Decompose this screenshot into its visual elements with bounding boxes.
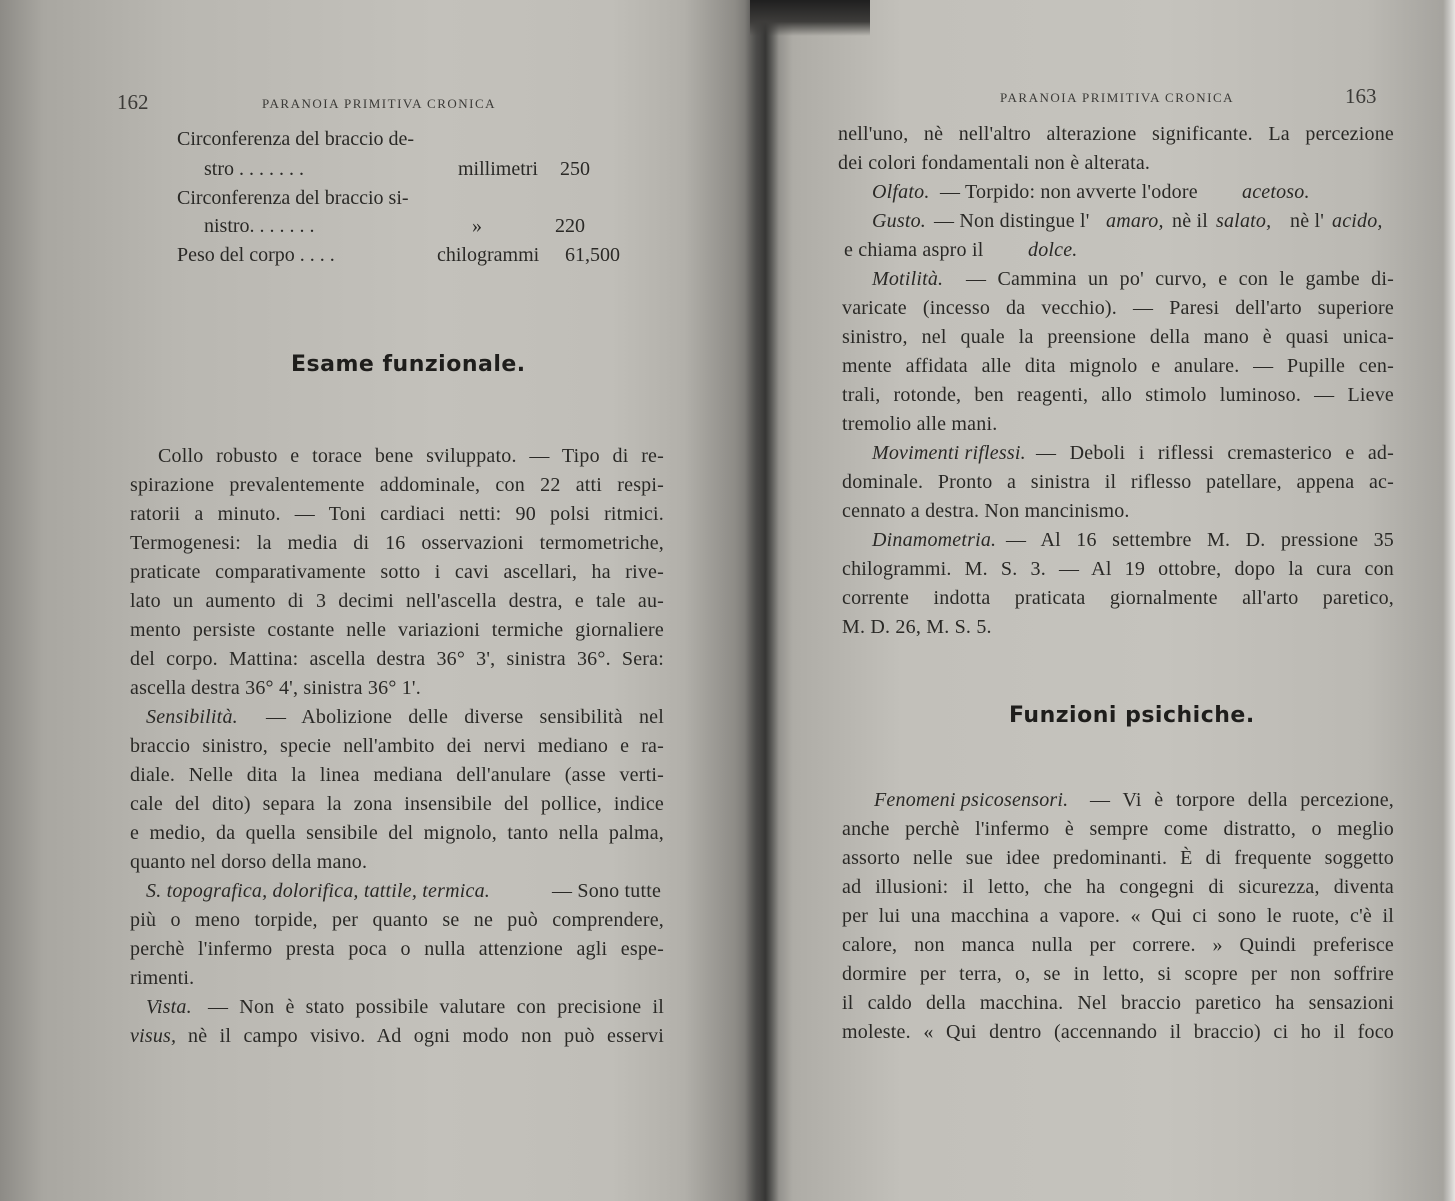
text-line: cale del dito) separa la zona insensibile del pollice, indice — [130, 793, 664, 815]
text-line: dominale. Pronto a sinistra il riflesso patellare, appena ac- — [842, 471, 1394, 493]
text-line: il caldo della macchina. Nel braccio paretico ha sensazioni — [842, 992, 1394, 1014]
text-line: braccio sinistro, specie nell'ambito dei nervi mediano e ra- — [130, 735, 664, 757]
text-line: perchè l'infermo presta poca o nulla attenzione agli espe- — [130, 938, 664, 960]
text-line: rimenti. — [130, 967, 195, 989]
measurement-value: 61,500 — [565, 244, 620, 266]
measurement-label: Circonferenza del braccio si- — [177, 187, 409, 209]
text-line: — Non è stato possibile valutare con precisione il — [208, 996, 664, 1018]
text-line: e chiama aspro il — [844, 239, 984, 261]
paragraph-lead: Olfato. — [872, 181, 930, 203]
text-line: M. D. 26, M. S. 5. — [842, 616, 992, 638]
paragraph-lead: Dinamometria. — [872, 529, 997, 551]
text-line: nell'uno, nè nell'altro alterazione significante. La percezione — [838, 123, 1394, 145]
italic-term: amaro, — [1106, 210, 1164, 232]
text-line: tremolio alle mani. — [842, 413, 998, 435]
measurement-label: nistro. . . . . . . — [204, 215, 315, 237]
italic-term: visus, — [130, 1025, 177, 1047]
italic-term: acetoso. — [1242, 181, 1310, 203]
page-number: 163 — [1345, 84, 1377, 108]
section-heading: Funzioni psichiche. — [1009, 703, 1255, 728]
text-line: cennato a destra. Non mancinismo. — [842, 500, 1130, 522]
text-line: corrente indotta praticata giornalmente all'arto paretico, — [842, 587, 1394, 609]
text-line: calore, non manca nulla per correre. » Quindi preferisce — [842, 934, 1394, 956]
paragraph-lead: Gusto. — [872, 210, 926, 232]
text-line: per lui una macchina a vapore. « Qui ci sono le ruote, c'è il — [842, 905, 1394, 927]
text-line: — Cammina un po' curvo, e con le gambe di- — [966, 268, 1394, 290]
text-line: anche perchè l'infermo è sempre come distratto, o meglio — [842, 818, 1394, 840]
measurement-value: 250 — [560, 158, 590, 180]
text-line: lato un aumento di 3 decimi nell'ascella destra, e tale au- — [130, 590, 664, 612]
text-line: — Al 16 settembre M. D. pressione 35 — [1006, 529, 1394, 551]
text-line: — Vi è torpore della percezione, — [1090, 789, 1394, 811]
text-line: ad illusioni: il letto, che ha congegni di sicurezza, diventa — [842, 876, 1394, 898]
text-line: ascella destra 36° 4', sinistra 36° 1'. — [130, 677, 421, 699]
text-line: del corpo. Mattina: ascella destra 36° 3', sinistra 36°. Sera: — [130, 648, 664, 670]
measurement-label: Circonferenza del braccio de- — [177, 128, 415, 150]
text-line: nè il campo visivo. Ad ogni modo non può esservi — [188, 1025, 664, 1047]
paragraph-lead: Movimenti riflessi. — [872, 442, 1026, 464]
text-line: e medio, da quella sensibile del mignolo, tanto nella palma, — [130, 822, 664, 844]
right-page — [780, 0, 1455, 1201]
measurement-label: stro . . . . . . . — [204, 158, 304, 180]
text-line: quanto nel dorso della mano. — [130, 851, 368, 873]
paragraph-lead: S. topografica, dolorifica, tattile, termica. — [146, 880, 490, 902]
text-line: spirazione prevalentemente addominale, con 22 atti respi- — [130, 474, 664, 496]
measurement-label: Peso del corpo . . . . — [177, 244, 335, 266]
text-line: praticate comparativamente sotto i cavi ascellari, ha rive- — [130, 561, 664, 583]
text-line: nè il — [1172, 210, 1208, 232]
text-line: — Sono tutte — [552, 880, 662, 902]
text-line: moleste. « Qui dentro (accennando il braccio) ci ho il foco — [842, 1021, 1394, 1043]
text-line: — Torpido: non avverte l'odore — [940, 181, 1198, 203]
text-line: diale. Nelle dita la linea mediana dell'anulare (asse verti- — [130, 764, 664, 786]
text-line: mente affidata alle dita mignolo e anulare. — Pupille cen- — [842, 355, 1394, 377]
text-line: Termogenesi: la media di 16 osservazioni termometriche, — [130, 532, 664, 554]
measurement-unit: » — [472, 215, 482, 237]
paragraph-lead: Motilità. — [872, 268, 944, 290]
running-head: PARANOIA PRIMITIVA CRONICA — [262, 96, 497, 111]
text-line: mento persiste costante nelle variazioni termiche giornaliere — [130, 619, 664, 641]
book-gutter — [745, 0, 779, 1201]
paragraph-lead: Fenomeni psicosensori. — [874, 789, 1069, 811]
text-line: assorto nelle sue idee predominanti. È di frequente soggetto — [842, 847, 1394, 869]
italic-term: dolce. — [1028, 239, 1078, 261]
running-head: PARANOIA PRIMITIVA CRONICA — [1000, 90, 1235, 105]
text-line: Collo robusto e torace bene sviluppato. — Tipo di re- — [158, 445, 664, 467]
measurement-unit: millimetri — [458, 158, 538, 180]
text-line: nè l' — [1290, 210, 1325, 232]
text-line: — Deboli i riflessi cremasterico e ad- — [1036, 442, 1394, 464]
text-line: trali, rotonde, ben reagenti, allo stimolo luminoso. — Lieve — [842, 384, 1394, 406]
section-heading: Esame funzionale. — [291, 352, 526, 377]
paragraph-lead: Sensibilità. — [146, 706, 238, 728]
italic-term: acido, — [1332, 210, 1383, 232]
text-line: — Non distingue l' — [934, 210, 1090, 232]
text-line: varicate (incesso da vecchio). — Paresi dell'arto superiore — [842, 297, 1394, 319]
text-line: dormire per terra, o, se in letto, si scopre per non soffrire — [842, 963, 1394, 985]
text-line: dei colori fondamentali non è alterata. — [838, 152, 1151, 174]
text-line: sinistro, nel quale la preensione della mano è quasi unica- — [842, 326, 1394, 348]
text-line: chilogrammi. M. S. 3. — Al 19 ottobre, dopo la cura con — [842, 558, 1394, 580]
text-line: più o meno torpide, per quanto se ne può comprendere, — [130, 909, 664, 931]
measurement-value: 220 — [555, 215, 585, 237]
measurement-unit: chilogrammi — [437, 244, 540, 266]
page-number: 162 — [117, 90, 149, 114]
text-line: — Abolizione delle diverse sensibilità nel — [266, 706, 664, 728]
italic-term: salato, — [1216, 210, 1272, 232]
paragraph-lead: Vista. — [146, 996, 192, 1018]
text-line: ratorii a minuto. — Toni cardiaci netti: 90 polsi ritmici. — [130, 503, 664, 525]
